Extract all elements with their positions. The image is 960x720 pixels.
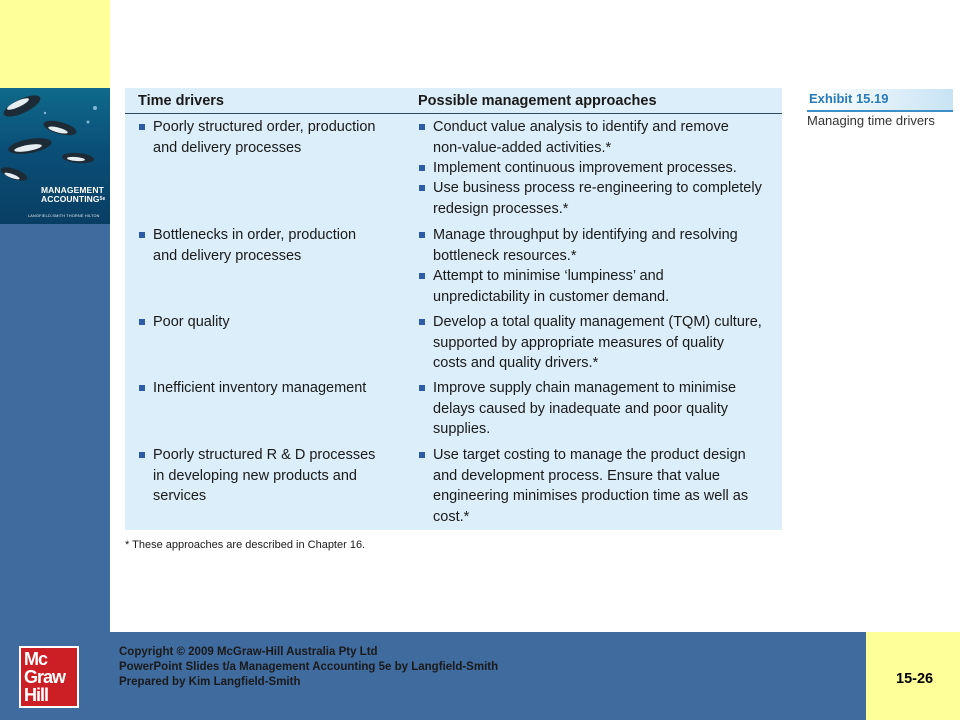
approach-line: Manage throughput by identifying and resolving bbox=[433, 227, 738, 243]
bullet-icon bbox=[419, 452, 425, 458]
approach-line: Use target costing to manage the product design bbox=[433, 447, 746, 463]
approach-cell bbox=[433, 178, 762, 219]
header-time-drivers: Time drivers bbox=[138, 93, 224, 109]
approach-line: bottleneck resources.* bbox=[433, 247, 577, 264]
approach-line: unpredictability in customer demand. bbox=[433, 288, 670, 305]
approach-cell bbox=[433, 117, 729, 158]
slide-number: 15-26 bbox=[896, 671, 934, 687]
driver-line: in developing new products and bbox=[153, 467, 357, 484]
header-rule bbox=[125, 113, 782, 114]
approach-line: redesign processes.* bbox=[433, 200, 569, 217]
approach-cell bbox=[433, 225, 738, 266]
driver-cell bbox=[153, 225, 356, 266]
mcgraw-hill-logo bbox=[19, 646, 79, 708]
driver-cell bbox=[153, 312, 230, 333]
copyright-line: Copyright © 2009 McGraw-Hill Australia Pty Ltd bbox=[119, 646, 378, 658]
time-drivers-table bbox=[125, 88, 782, 530]
bullet-icon bbox=[139, 319, 145, 325]
approach-line: cost.* bbox=[433, 508, 470, 525]
bullet-icon bbox=[139, 124, 145, 130]
left-blue-panel bbox=[0, 224, 110, 632]
cover-authors: LANGFIELD-SMITH THORNE HILTON bbox=[28, 214, 100, 218]
cover-title-line2 bbox=[41, 195, 105, 204]
cover-title bbox=[41, 186, 105, 204]
bullet-icon bbox=[139, 232, 145, 238]
driver-line: Poorly structured R & D processes bbox=[153, 447, 376, 463]
approach-cell bbox=[433, 266, 669, 307]
approach-cell bbox=[433, 378, 736, 440]
cover-title-line1: MANAGEMENT bbox=[41, 185, 104, 195]
cover-edition: 5e bbox=[99, 196, 106, 202]
copyright-notice bbox=[119, 645, 498, 690]
driver-line: Inefficient inventory management bbox=[153, 380, 367, 396]
driver-cell bbox=[153, 378, 366, 399]
left-yellow-panel bbox=[0, 0, 110, 88]
approach-line: Attempt to minimise ‘lumpiness’ and bbox=[433, 268, 664, 284]
logo-line: Graw bbox=[24, 667, 66, 687]
approach-line: costs and quality drivers.* bbox=[433, 355, 599, 371]
approach-cell bbox=[433, 312, 762, 374]
approach-line: supplies. bbox=[433, 421, 491, 437]
book-cover-image bbox=[0, 88, 110, 224]
table-footnote: * These approaches are described in Chapter 16. bbox=[125, 539, 366, 551]
approach-line: Conduct value analysis to identify and remove bbox=[433, 119, 729, 135]
header-management-approaches: Possible management approaches bbox=[418, 93, 657, 109]
approach-line: delays caused by inadequate and poor quality bbox=[433, 400, 729, 417]
approach-line: Implement continuous improvement processes. bbox=[433, 160, 737, 176]
bullet-icon bbox=[419, 273, 425, 279]
exhibit-title: Exhibit 15.19 bbox=[809, 91, 889, 106]
bullet-icon bbox=[419, 319, 425, 325]
bullet-icon bbox=[419, 385, 425, 391]
approach-line: and development process. Ensure that value bbox=[433, 467, 720, 484]
approach-line: engineering minimises production time as well as bbox=[433, 488, 749, 504]
bullet-icon bbox=[419, 124, 425, 130]
approach-line: Use business process re-engineering to completely bbox=[433, 180, 762, 196]
driver-cell bbox=[153, 445, 375, 507]
approach-cell bbox=[433, 445, 748, 527]
approach-line: supported by appropriate measures of quality bbox=[433, 334, 724, 351]
driver-line: and delivery processes bbox=[153, 139, 302, 156]
driver-line: Bottlenecks in order, production bbox=[153, 227, 357, 243]
bullet-icon bbox=[419, 232, 425, 238]
copyright-line: PowerPoint Slides t/a Management Accounting 5e by Langfield-Smith bbox=[119, 661, 499, 673]
driver-line: Poorly structured order, production bbox=[153, 119, 376, 135]
bullet-icon bbox=[139, 385, 145, 391]
logo-line: Mc bbox=[24, 649, 48, 669]
approach-line: Improve supply chain management to minimise bbox=[433, 380, 737, 396]
exhibit-subtitle: Managing time drivers bbox=[807, 113, 935, 128]
approach-line: Develop a total quality management (TQM) culture, bbox=[433, 314, 762, 330]
bullet-icon bbox=[419, 165, 425, 171]
driver-line: services bbox=[153, 488, 207, 504]
copyright-line: Prepared by Kim Langfield-Smith bbox=[119, 676, 301, 688]
approach-cell bbox=[433, 158, 737, 179]
approach-line: non-value-added activities.* bbox=[433, 139, 612, 156]
logo-line: Hill bbox=[24, 685, 49, 705]
exhibit-title-bar bbox=[807, 89, 953, 112]
bullet-icon bbox=[419, 185, 425, 191]
cover-title-word: ACCOUNTING bbox=[41, 194, 100, 204]
driver-line: and delivery processes bbox=[153, 247, 302, 264]
bullet-icon bbox=[139, 452, 145, 458]
driver-line: Poor quality bbox=[153, 314, 230, 330]
driver-cell bbox=[153, 117, 375, 158]
